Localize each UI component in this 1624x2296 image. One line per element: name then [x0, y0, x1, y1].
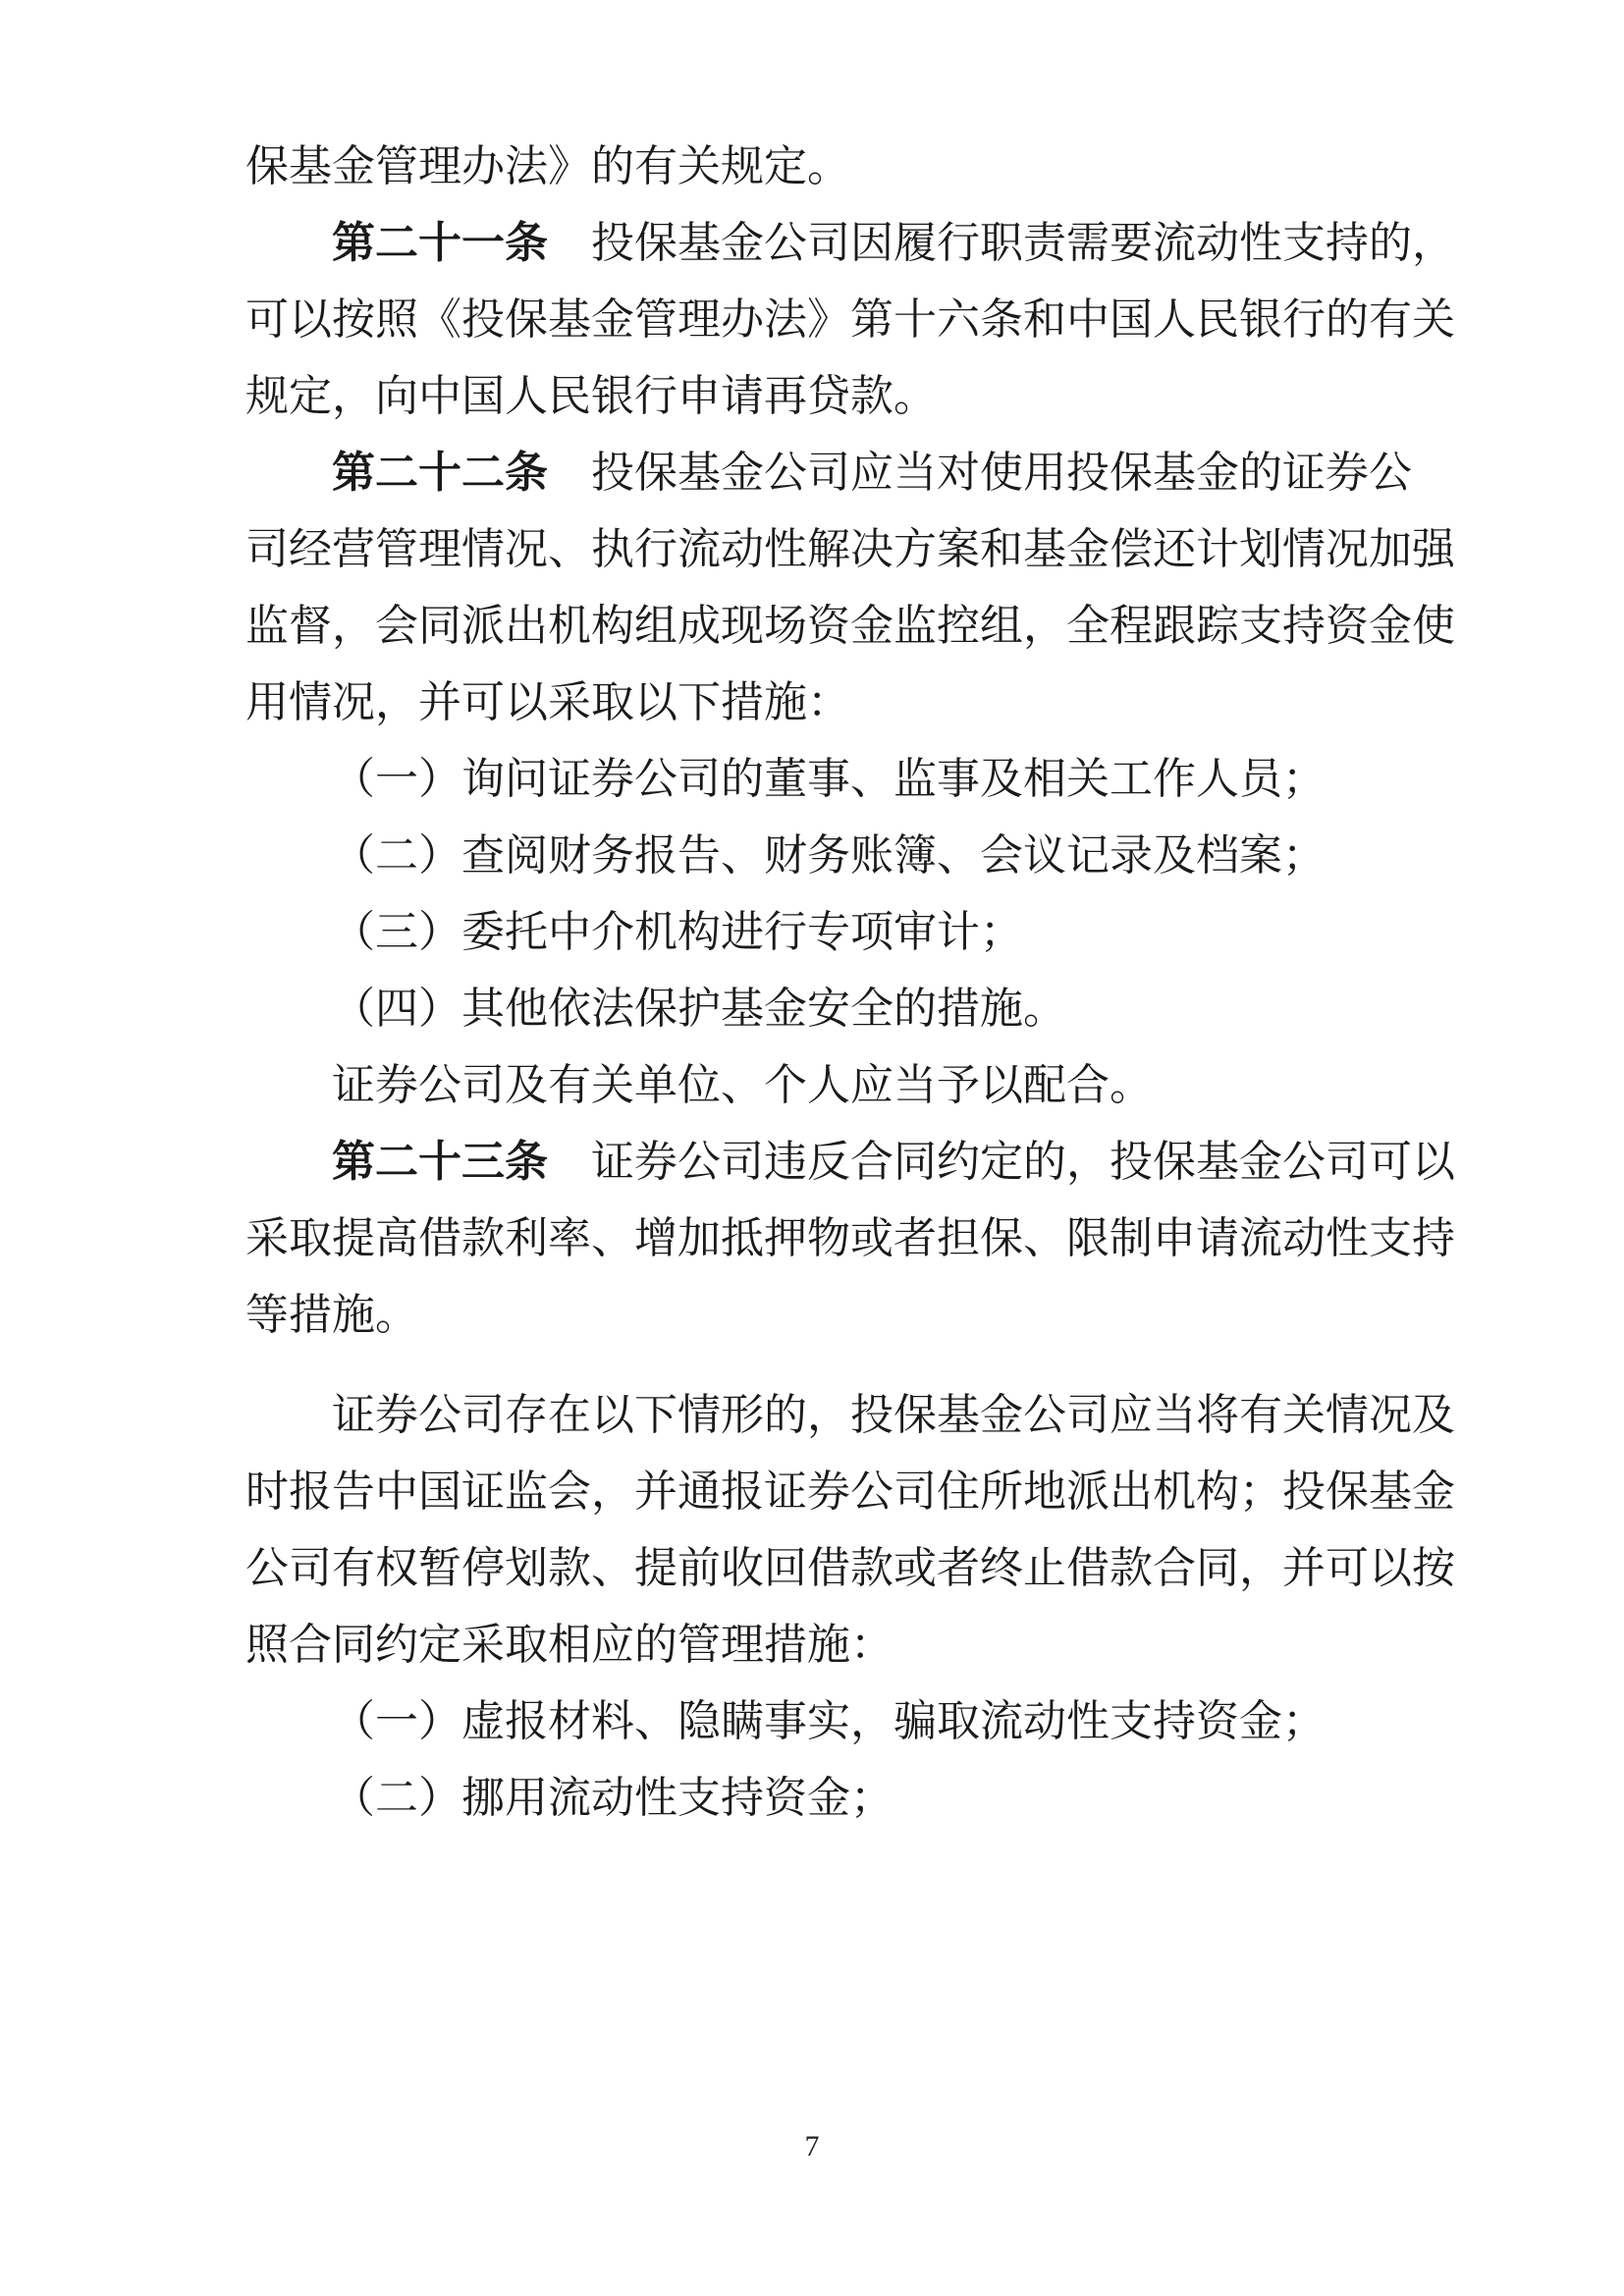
line-text: （一）询问证券公司的董事、监事及相关工作人员；: [332, 754, 1326, 804]
paragraph-line: [245, 137, 1384, 196]
list-item: [332, 903, 1384, 962]
line-text: （二）查阅财务报告、财务账簿、会议记录及档案；: [332, 830, 1326, 881]
line-text: 等措施。: [245, 1290, 418, 1340]
article-22-line: [332, 444, 1412, 503]
paragraph-line: [245, 597, 1455, 656]
line-text: 采取提高借款利率、增加抵押物或者担保、限制申请流动性支持: [245, 1213, 1455, 1263]
line-text: 保基金管理办法》的有关规定。: [245, 141, 850, 191]
line-text: 司经营管理情况、执行流动性解决方案和基金偿还计划情况加强: [245, 524, 1455, 574]
paragraph-line: [245, 1286, 1384, 1345]
line-text: （三）委托中介机构进行专项审计；: [332, 907, 1023, 957]
line-text: （一）虚报材料、隐瞒事实，骗取流动性支持资金；: [332, 1696, 1326, 1746]
paragraph-line: [245, 367, 1384, 426]
line-text: 用情况，并可以采取以下措施：: [245, 677, 850, 727]
paragraph-line: [332, 1056, 1384, 1115]
line-text: 证券公司存在以下情形的，投保基金公司应当将有关情况及: [332, 1390, 1455, 1440]
paragraph-line: [245, 673, 1384, 732]
paragraph-line: [245, 1616, 1384, 1675]
line-text: 规定，向中国人民银行申请再贷款。: [245, 371, 937, 421]
line-text: （四）其他依法保护基金安全的措施。: [332, 984, 1066, 1034]
line-text: 时报告中国证监会，并通报证券公司住所地派出机构；投保基金: [245, 1467, 1455, 1517]
list-item: [332, 750, 1384, 809]
paragraph-line: [332, 1386, 1455, 1445]
article-22-heading: 第二十二条: [332, 448, 548, 498]
paragraph-line: [245, 1209, 1455, 1268]
article-21-heading: 第二十一条: [332, 218, 548, 268]
line-text: 可以按照《投保基金管理办法》第十六条和中国人民银行的有关: [245, 294, 1455, 345]
list-item: [332, 1769, 1384, 1828]
paragraph-line: [245, 291, 1455, 349]
page-number: 7: [804, 2130, 820, 2163]
article-21-line: [332, 214, 1455, 273]
list-item: [332, 980, 1384, 1039]
paragraph-line: [245, 520, 1455, 579]
line-text: 证券公司及有关单位、个人应当予以配合。: [332, 1060, 1153, 1110]
line-text: 监督，会同派出机构组成现场资金监控组，全程跟踪支持资金使: [245, 601, 1455, 651]
line-text: 投保基金公司因履行职责需要流动性支持的，: [591, 218, 1455, 268]
article-23-line: [332, 1133, 1455, 1192]
paragraph-line: [245, 1463, 1455, 1522]
paragraph-line: [245, 1539, 1455, 1598]
line-text: 投保基金公司应当对使用投保基金的证券公: [591, 448, 1412, 498]
line-text: （二）挪用流动性支持资金；: [332, 1773, 893, 1823]
list-item: [332, 1692, 1384, 1751]
line-text: 公司有权暂停划款、提前收回借款或者终止借款合同，并可以按: [245, 1543, 1455, 1593]
line-text: 照合同约定采取相应的管理措施：: [245, 1620, 893, 1670]
article-23-heading: 第二十三条: [332, 1137, 548, 1187]
line-text: 证券公司违反合同约定的，投保基金公司可以: [591, 1137, 1455, 1187]
list-item: [332, 827, 1384, 885]
